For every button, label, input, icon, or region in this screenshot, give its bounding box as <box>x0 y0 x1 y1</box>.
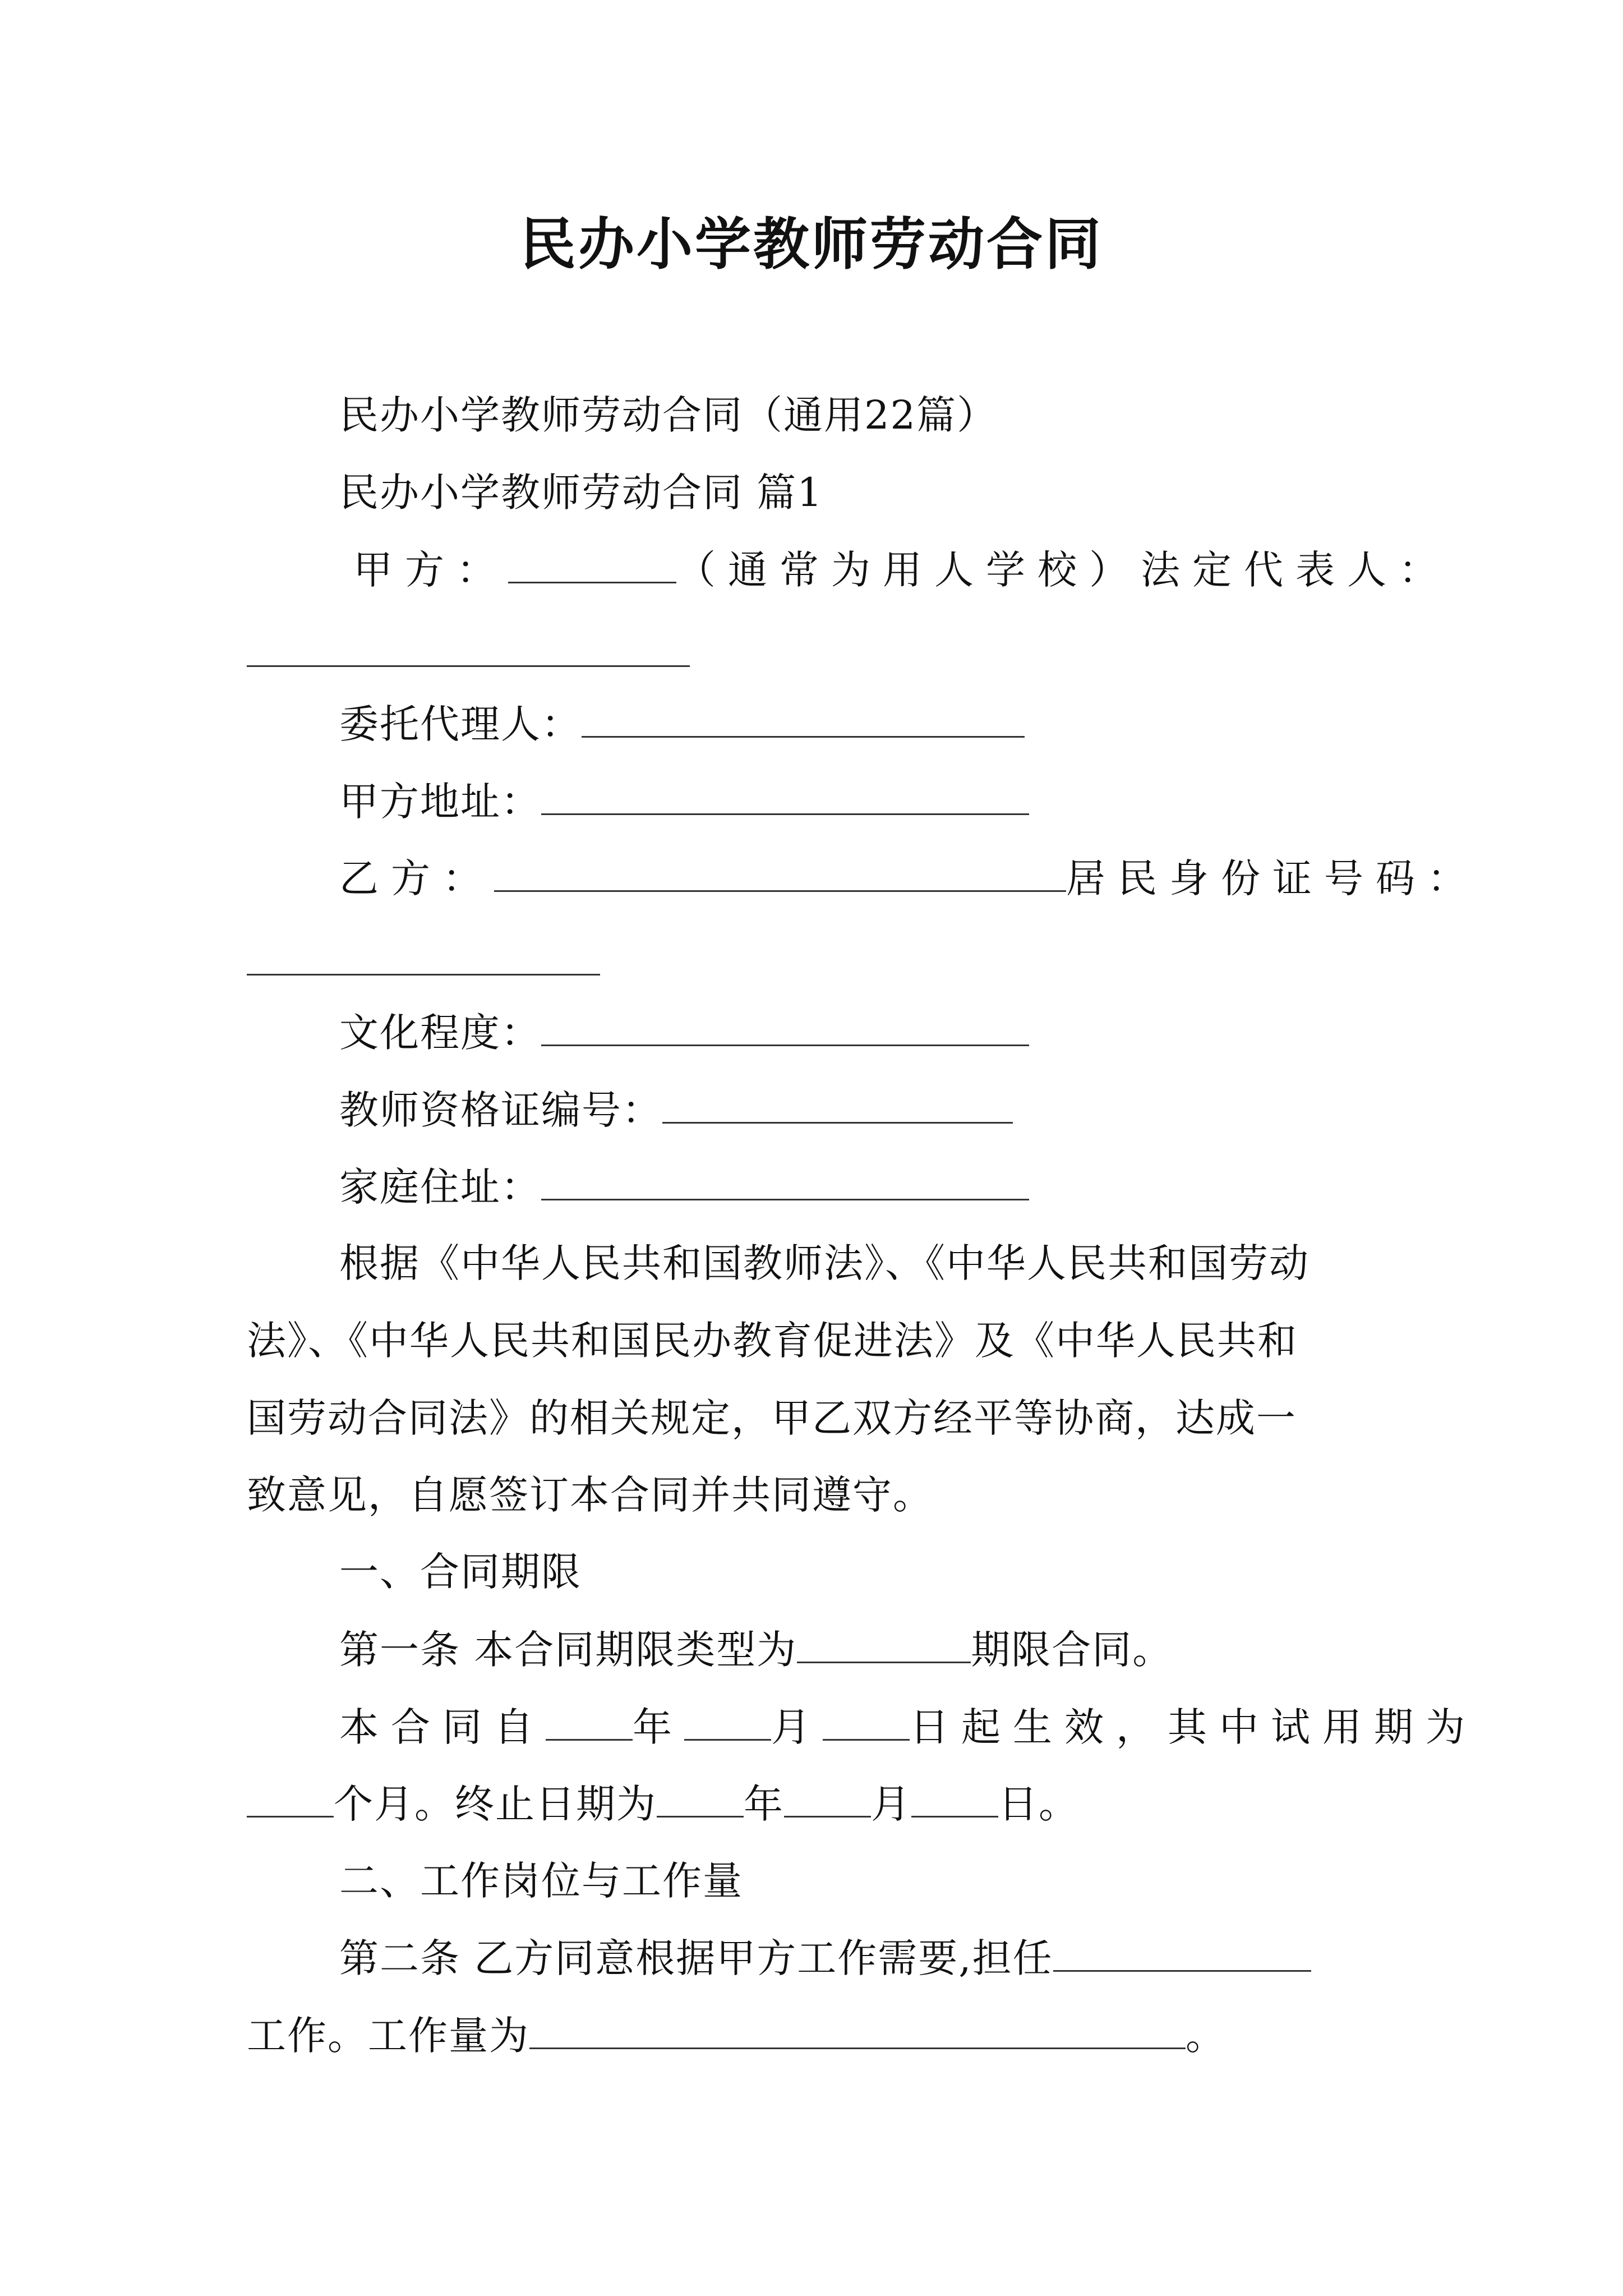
start-day-blank[interactable] <box>823 1699 910 1741</box>
workload-suffix: 。 <box>1186 2013 1226 2059</box>
section-heading: 民办小学教师劳动合同 篇1 <box>339 470 823 516</box>
article-2-prefix: 第二条 乙方同意根据甲方工作需要,担任 <box>339 1935 1053 1981</box>
workload-blank[interactable] <box>529 2007 1186 2049</box>
end-month-label: 月 <box>871 1781 911 1827</box>
education-blank[interactable] <box>541 1004 1029 1046</box>
article-1-prefix: 第一条 本合同期限类型为 <box>339 1627 797 1673</box>
education-label: 文化程度： <box>339 1010 541 1056</box>
party-a-address-blank[interactable] <box>541 773 1029 815</box>
probation-months-label: 个月。终止日期为 <box>334 1781 657 1827</box>
basis-paragraph-line: 法》、《中华人民共和国民办教育促进法》及《中华人民共和 <box>247 1318 1298 1364</box>
term-month-label: 月 <box>771 1704 823 1750</box>
start-year-blank[interactable] <box>546 1699 633 1741</box>
term-line-1 <box>339 1699 1483 1755</box>
probation-months-blank[interactable] <box>247 1775 334 1818</box>
article-2-line-2 <box>247 2007 1391 2064</box>
agent-blank[interactable] <box>582 696 1025 738</box>
term-line-2 <box>247 1775 1391 1832</box>
term-start-label: 本合同自 <box>339 1704 546 1750</box>
agent-line <box>339 696 1483 752</box>
party-a-address-line <box>339 773 1483 830</box>
home-address-label: 家庭住址： <box>339 1164 541 1210</box>
party-a-label: 甲方： <box>353 547 508 593</box>
document-subtitle: 民办小学教师劳动合同（通用22篇） <box>339 392 998 438</box>
certificate-line <box>339 1082 1483 1138</box>
contract-type-blank[interactable] <box>797 1621 971 1663</box>
chapter-2-heading: 二、工作岗位与工作量 <box>339 1858 743 1904</box>
end-month-blank[interactable] <box>784 1775 871 1818</box>
article-1-suffix: 期限合同。 <box>971 1627 1173 1673</box>
party-b-line <box>339 850 1483 907</box>
workload-label: 工作。工作量为 <box>247 2013 529 2059</box>
position-blank[interactable] <box>1053 1930 1311 1972</box>
agent-label: 委托代理人： <box>339 701 582 747</box>
end-day-label: 日。 <box>998 1781 1079 1827</box>
start-month-blank[interactable] <box>684 1699 771 1741</box>
certificate-label: 教师资格证编号： <box>339 1087 662 1133</box>
term-day-label: 日起生效，其中试用期为 <box>910 1704 1477 1750</box>
article-2-line <box>339 1930 1483 1986</box>
article-1-line <box>339 1621 1483 1678</box>
party-a-line <box>353 541 1497 598</box>
party-b-label: 乙方： <box>339 855 494 901</box>
basis-paragraph-line: 国劳动合同法》的相关规定，甲乙双方经平等协商，达成一 <box>247 1395 1297 1441</box>
basis-paragraph-line: 根据《中华人民共和国教师法》、《中华人民共和国劳动 <box>339 1240 1310 1286</box>
id-number-blank[interactable] <box>247 973 600 976</box>
term-year-label: 年 <box>633 1704 684 1750</box>
certificate-blank[interactable] <box>662 1082 1013 1124</box>
id-number-label: 居民身份证号码： <box>1066 855 1479 901</box>
end-day-blank[interactable] <box>911 1775 998 1818</box>
party-a-note: （通常为用人学校）法定代表人： <box>676 547 1450 593</box>
education-line <box>339 1004 1483 1061</box>
end-year-blank[interactable] <box>657 1775 744 1818</box>
end-year-label: 年 <box>744 1781 784 1827</box>
party-a-blank[interactable] <box>508 541 676 583</box>
party-a-address-label: 甲方地址： <box>339 779 541 825</box>
home-address-blank[interactable] <box>541 1158 1029 1200</box>
basis-paragraph-line: 致意见，自愿签订本合同并共同遵守。 <box>247 1472 933 1518</box>
party-b-blank[interactable] <box>494 850 1066 892</box>
home-address-line <box>339 1158 1483 1215</box>
legal-representative-blank[interactable] <box>247 665 690 667</box>
document-title: 民办小学教师劳动合同 <box>520 211 1103 277</box>
chapter-1-heading: 一、合同期限 <box>339 1549 582 1595</box>
